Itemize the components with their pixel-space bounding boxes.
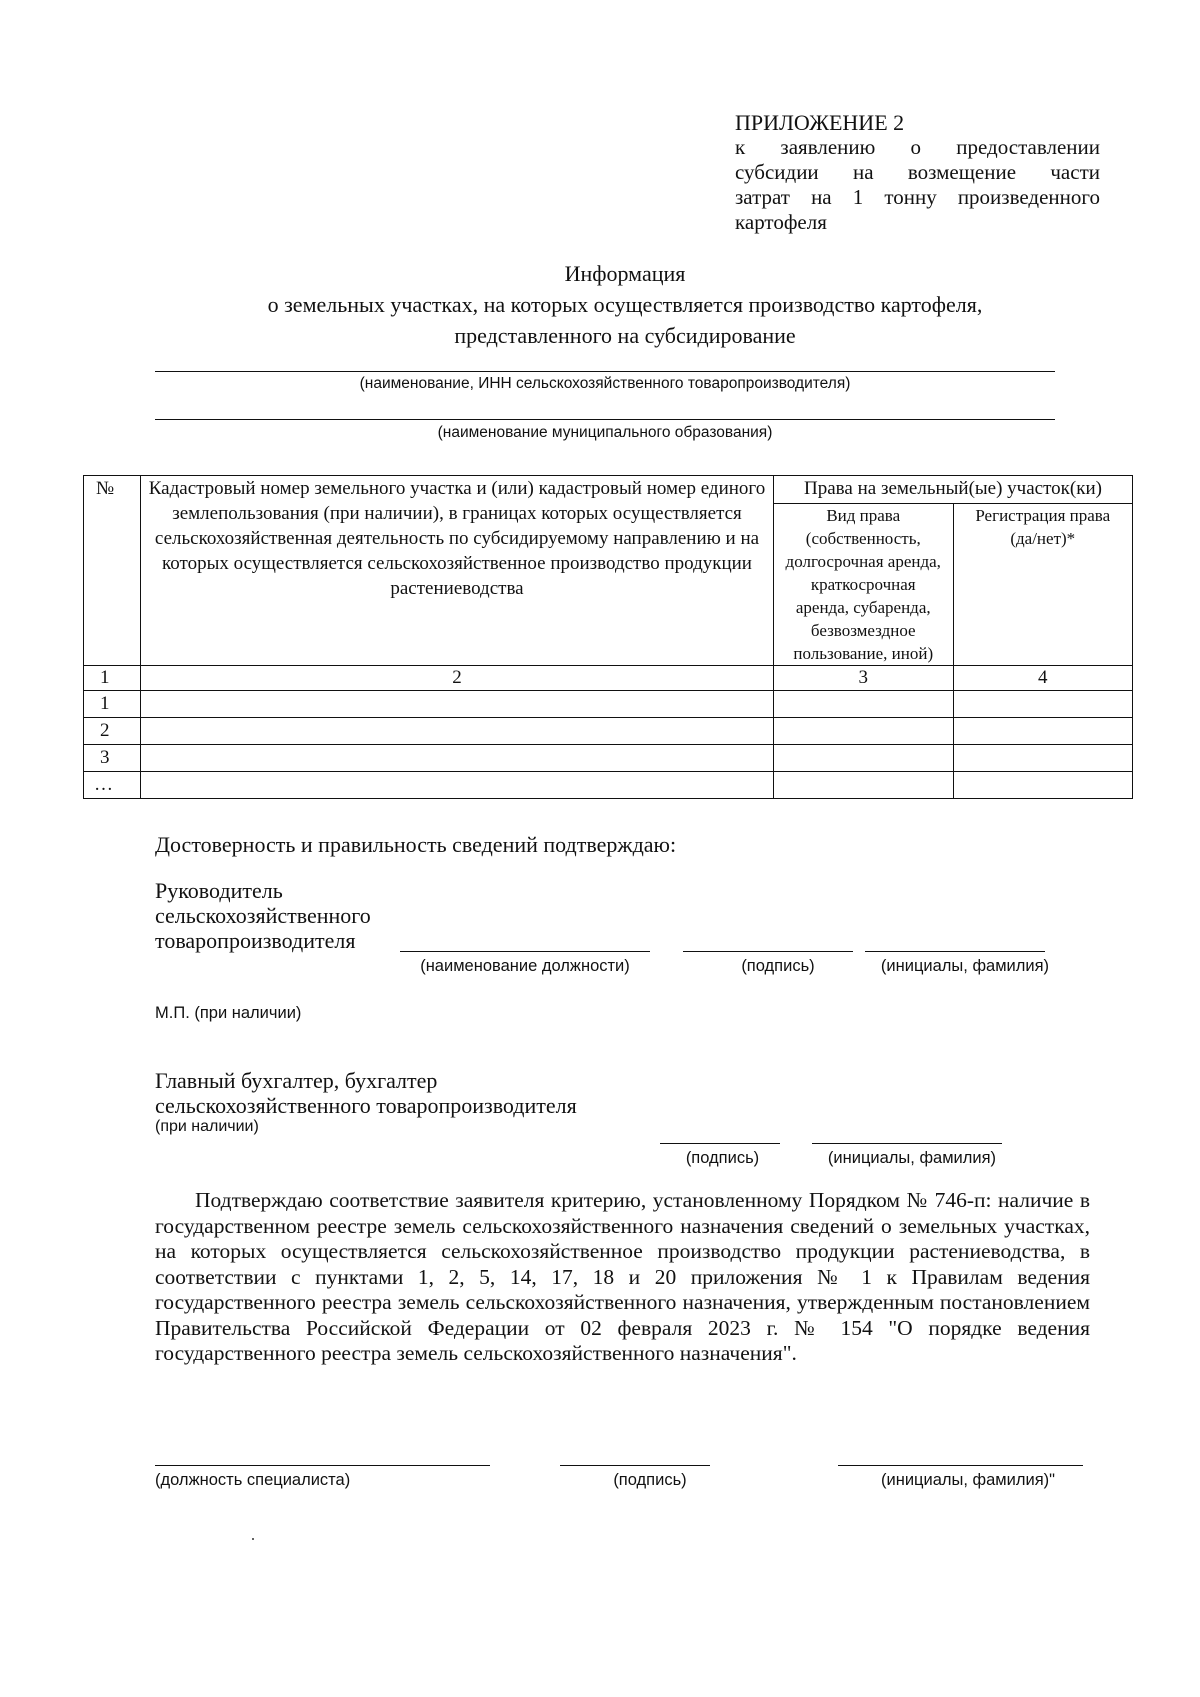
specialist-name-line[interactable]	[838, 1465, 1083, 1466]
appendix-title: ПРИЛОЖЕНИЕ 2	[735, 110, 905, 135]
cadastral-cell[interactable]	[141, 691, 774, 718]
document-subtitle: о земельных участках, на которых осуществляется производство картофеля,	[267, 292, 983, 317]
header-rights-group: Права на земельный(ые) участок(ки)	[774, 476, 1133, 504]
land-plots-table	[83, 475, 1133, 799]
cadastral-cell[interactable]	[141, 718, 774, 745]
appendix-line: картофеля	[735, 210, 827, 234]
appendix-block	[735, 110, 1100, 235]
header-number: №	[84, 476, 141, 666]
position-field-line[interactable]	[400, 951, 650, 952]
appendix-line: субсидии на возмещение части	[735, 160, 1100, 184]
column-number: 1	[84, 666, 141, 691]
table-row	[84, 718, 1133, 745]
column-number: 3	[774, 666, 954, 691]
accountant-label-line: Главный бухгалтер, бухгалтер	[155, 1068, 438, 1093]
certification-statement: Достоверность и правильность сведений подтверждаю:	[155, 832, 677, 857]
row-number: 1	[84, 691, 141, 718]
accountant-signature-line[interactable]	[660, 1143, 780, 1144]
table-row	[84, 772, 1133, 799]
header-cadastral: Кадастровый номер земельного участка и (или) кадастровый номер единого землепользования (при наличии), в границах которых осуществляется сельскохозяйственная деятельность по субсидируемому направлению и на которых осуществляется сельскохозяйственное производство продукции растениеводства	[141, 476, 774, 666]
column-number-row	[84, 666, 1133, 691]
right-kind-cell[interactable]	[774, 691, 954, 718]
municipality-field-caption: (наименование муниципального образования)	[437, 424, 773, 441]
registration-cell[interactable]	[953, 745, 1133, 772]
column-number: 4	[953, 666, 1133, 691]
position-caption: (наименование должности)	[420, 957, 630, 975]
specialist-position-caption: (должность специалиста)	[155, 1471, 351, 1489]
right-kind-cell[interactable]	[774, 772, 954, 799]
head-label	[155, 878, 371, 953]
accountant-signature-caption: (подпись)	[685, 1149, 760, 1167]
table-header-row	[84, 476, 1133, 504]
document-subtitle: представленного на субсидирование	[454, 323, 796, 348]
right-kind-cell[interactable]	[774, 745, 954, 772]
column-number: 2	[141, 666, 774, 691]
specialist-position-line[interactable]	[155, 1465, 490, 1466]
name-field-line[interactable]	[865, 951, 1045, 952]
header-registration: Регистрация права (да/нет)*	[953, 504, 1133, 666]
registration-cell[interactable]	[953, 691, 1133, 718]
accountant-name-line[interactable]	[812, 1143, 1002, 1144]
cadastral-cell[interactable]	[141, 745, 774, 772]
name-caption: (инициалы, фамилия)	[880, 957, 1050, 975]
accountant-label	[155, 1068, 577, 1118]
head-label-line: товаропроизводителя	[155, 928, 356, 953]
row-number: …	[84, 772, 141, 799]
stamp-note: М.П. (при наличии)	[155, 1004, 302, 1022]
producer-field-caption: (наименование, ИНН сельскохозяйственного товаропроизводителя)	[359, 375, 851, 392]
header-right-kind: Вид права (собственность, долгосрочная аренда, краткосрочная аренда, субаренда, безвозмездное пользование, иной)	[774, 504, 954, 666]
registration-cell[interactable]	[953, 718, 1133, 745]
municipality-field-line[interactable]	[155, 419, 1055, 420]
row-number: 2	[84, 718, 141, 745]
appendix-line: затрат на 1 тонну произведенного	[735, 185, 1100, 209]
accountant-label-line: сельскохозяйственного товаропроизводителя	[155, 1093, 577, 1118]
right-kind-cell[interactable]	[774, 718, 954, 745]
cadastral-cell[interactable]	[141, 772, 774, 799]
specialist-signature-caption: (подпись)	[613, 1471, 687, 1489]
document-title: Информация	[564, 261, 686, 286]
row-number: 3	[84, 745, 141, 772]
document-heading	[100, 258, 1150, 351]
scan-speck	[252, 1538, 254, 1540]
signature-field-line[interactable]	[683, 951, 853, 952]
appendix-line: к заявлению о предоставлении	[735, 135, 1100, 159]
signature-caption: (подпись)	[741, 957, 815, 975]
specialist-name-caption: (инициалы, фамилия)"	[881, 1471, 1055, 1489]
table-row	[84, 745, 1133, 772]
accountant-note: (при наличии)	[155, 1118, 259, 1135]
head-label-line: сельскохозяйственного	[155, 903, 371, 928]
producer-field-line[interactable]	[155, 371, 1055, 372]
head-label-line: Руководитель	[155, 878, 283, 903]
registration-cell[interactable]	[953, 772, 1133, 799]
specialist-signature-line[interactable]	[560, 1465, 710, 1466]
table-row	[84, 691, 1133, 718]
confirmation-paragraph: Подтверждаю соответствие заявителя критерию, установленному Порядком № 746-п: наличие в государственном реестре земель сельскохозяйственного назначения сведений о земельных участках, на которых осуществляется сельскохозяйственное производство продукции растениеводства, в соответствии с пунктами 1, 2, 5, 14, 17, 18 и 20 приложения № 1 к Правилам ведения государственного реестра земель сельскохозяйственного назначения, утвержденным постановлением Правительства Российской Федерации от 02 февраля 2023 г. № 154 "О порядке ведения государственного реестра земель сельскохозяйственного назначения".	[155, 1188, 1090, 1365]
accountant-name-caption: (инициалы, фамилия)	[827, 1149, 997, 1167]
